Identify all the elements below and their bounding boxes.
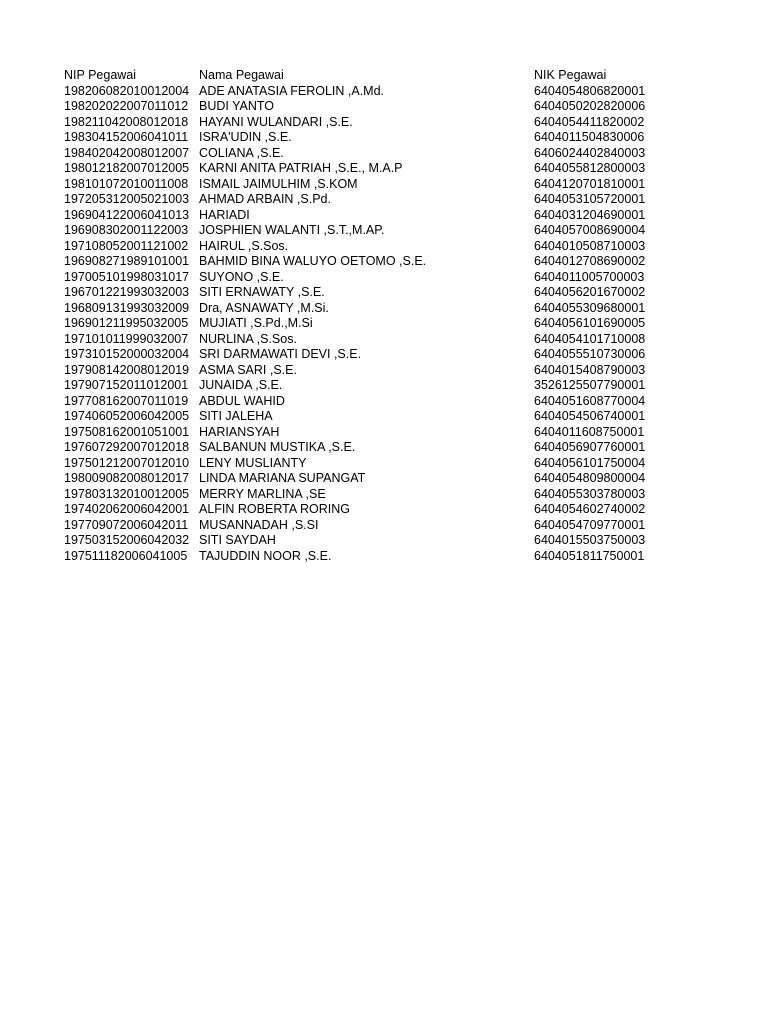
cell-nama: MUJIATI ,S.Pd.,M.Si: [199, 316, 313, 330]
cell-nik: 6404011504830006: [534, 130, 645, 144]
cell-nik: 6404054411820002: [534, 114, 645, 129]
cell-nip: 198402042008012007: [64, 145, 190, 160]
cell-nama: BAHMID BINA WALUYO OETOMO ,S.E.: [199, 254, 427, 268]
cell-nik: 6404055309680001: [534, 300, 646, 315]
cell-nip: 197907152011012001: [64, 378, 189, 392]
cell-nik: 6404012708690002: [534, 254, 646, 268]
cell-nik: 6404057008690004: [534, 223, 646, 237]
cell-nama: ABDUL WAHID: [199, 393, 285, 408]
cell-nip: 196908302001122003: [64, 223, 189, 237]
cell-nip: 196809131993032009: [64, 300, 190, 315]
cell-nik: 6404056907760001: [534, 440, 646, 454]
cell-nik: 6404120701810001: [534, 176, 646, 191]
cell-nip: 197803132010012005: [64, 486, 190, 501]
cell-nip: 197205312005021003: [64, 192, 190, 206]
cell-nama: JOSPHIEN WALANTI ,S.T.,M.AP.: [199, 223, 385, 237]
cell-nama: JUNAIDA ,S.E.: [199, 378, 283, 392]
cell-nama: ISRA'UDIN ,S.E.: [199, 130, 292, 144]
cell-nama: MERRY MARLINA ,SE: [199, 486, 326, 501]
cell-nik: 6404015408790003: [534, 362, 646, 377]
cell-nama: MUSANNADAH ,S.SI: [199, 517, 319, 532]
cell-nip: 197402062006042001: [64, 502, 190, 516]
cell-nip: 197511182006041005: [64, 548, 188, 563]
cell-nik: 6404010508710003: [534, 238, 646, 253]
header-nik: NIK Pegawai: [534, 68, 607, 82]
cell-nip: 198009082008012017: [64, 471, 190, 485]
cell-nama: SITI JALEHA: [199, 409, 273, 423]
cell-nip: 197508162001051001: [64, 424, 190, 439]
cell-nama: COLIANA ,S.E.: [199, 145, 284, 160]
cell-nik: 6404051608770004: [534, 393, 646, 408]
cell-nip: 197406052006042005: [64, 409, 190, 423]
cell-nama: HARIADI: [199, 207, 250, 222]
cell-nip: 197108052001121002: [64, 238, 189, 253]
cell-nik: 6404054809800004: [534, 471, 646, 485]
cell-nama: HARIANSYAH: [199, 424, 280, 439]
cell-nama: HAYANI WULANDARI ,S.E.: [199, 114, 353, 129]
cell-nik: 3526125507790001: [534, 378, 646, 392]
cell-nik: 6404056201670002: [534, 285, 646, 299]
cell-nama: LINDA MARIANA SUPANGAT: [199, 471, 366, 485]
cell-nip: 197005101998031017: [64, 269, 190, 284]
cell-nip: 196701221993032003: [64, 285, 190, 299]
cell-nik: 6404056101690005: [534, 316, 646, 330]
cell-nama: KARNI ANITA PATRIAH ,S.E., M.A.P: [199, 161, 403, 175]
cell-nama: ADE ANATASIA FEROLIN ,A.Md.: [199, 83, 385, 98]
cell-nik: 6404055510730006: [534, 347, 646, 361]
header-nama: Nama Pegawai: [199, 68, 284, 82]
cell-nama: HAIRUL ,S.Sos.: [199, 238, 289, 253]
cell-nip: 197607292007012018: [64, 440, 190, 454]
cell-nip: 197501212007012010: [64, 455, 190, 470]
cell-nip: 198101072010011008: [64, 176, 189, 191]
cell-nik: 6404011608750001: [534, 424, 645, 439]
cell-nama: SITI ERNAWATY ,S.E.: [199, 285, 325, 299]
cell-nip: 197101011999032007: [64, 331, 189, 346]
cell-nik: 6404015503750003: [534, 533, 646, 547]
cell-nama: LENY MUSLIANTY: [199, 455, 307, 470]
cell-nik: 6404054709770001: [534, 517, 646, 532]
cell-nik: 6404054602740002: [534, 502, 646, 516]
cell-nip: 198304152006041011: [64, 130, 189, 144]
cell-nip: 197503152006042032: [64, 533, 190, 547]
cell-nik: 6404011005700003: [534, 269, 645, 284]
cell-nip: 198211042008012018: [64, 114, 189, 129]
cell-nama: TAJUDDIN NOOR ,S.E.: [199, 548, 332, 563]
cell-nik: 6404054101710008: [534, 331, 646, 346]
cell-nama: ASMA SARI ,S.E.: [199, 362, 297, 377]
cell-nama: SALBANUN MUSTIKA ,S.E.: [199, 440, 356, 454]
cell-nik: 6404056101750004: [534, 455, 646, 470]
cell-nip: 196904122006041013: [64, 207, 190, 222]
cell-nik: 6406024402840003: [534, 145, 646, 160]
cell-nik: 6404055303780003: [534, 486, 646, 501]
cell-nip: 198202022007011012: [64, 99, 189, 113]
cell-nik: 6404054506740001: [534, 409, 646, 423]
cell-nik: 6404031204690001: [534, 207, 646, 222]
cell-nip: 196908271989101001: [64, 254, 190, 268]
cell-nip: 196901211995032005: [64, 316, 189, 330]
header-nip: NIP Pegawai: [64, 68, 137, 82]
cell-nik: 6404055812800003: [534, 161, 646, 175]
cell-nama: SRI DARMAWATI DEVI ,S.E.: [199, 347, 362, 361]
cell-nama: Dra, ASNAWATY ,M.Si.: [199, 300, 329, 315]
cell-nama: ALFIN ROBERTA RORING: [199, 502, 350, 516]
cell-nip: 197310152000032004: [64, 347, 190, 361]
cell-nik: 6404054806820001: [534, 83, 646, 98]
cell-nama: SUYONO ,S.E.: [199, 269, 284, 284]
cell-nik: 6404051811750001: [534, 548, 645, 563]
cell-nama: NURLINA ,S.Sos.: [199, 331, 297, 346]
cell-nip: 197709072006042011: [64, 517, 189, 532]
cell-nama: ISMAIL JAIMULHIM ,S.KOM: [199, 176, 358, 191]
cell-nip: 197908142008012019: [64, 362, 190, 377]
cell-nik: 6404050202820006: [534, 99, 646, 113]
cell-nik: 6404053105720001: [534, 192, 646, 206]
cell-nama: BUDI YANTO: [199, 99, 275, 113]
cell-nip: 197708162007011019: [64, 393, 189, 408]
cell-nip: 198012182007012005: [64, 161, 190, 175]
cell-nama: AHMAD ARBAIN ,S.Pd.: [199, 192, 331, 206]
cell-nama: SITI SAYDAH: [199, 533, 276, 547]
cell-nip: 198206082010012004: [64, 83, 190, 98]
